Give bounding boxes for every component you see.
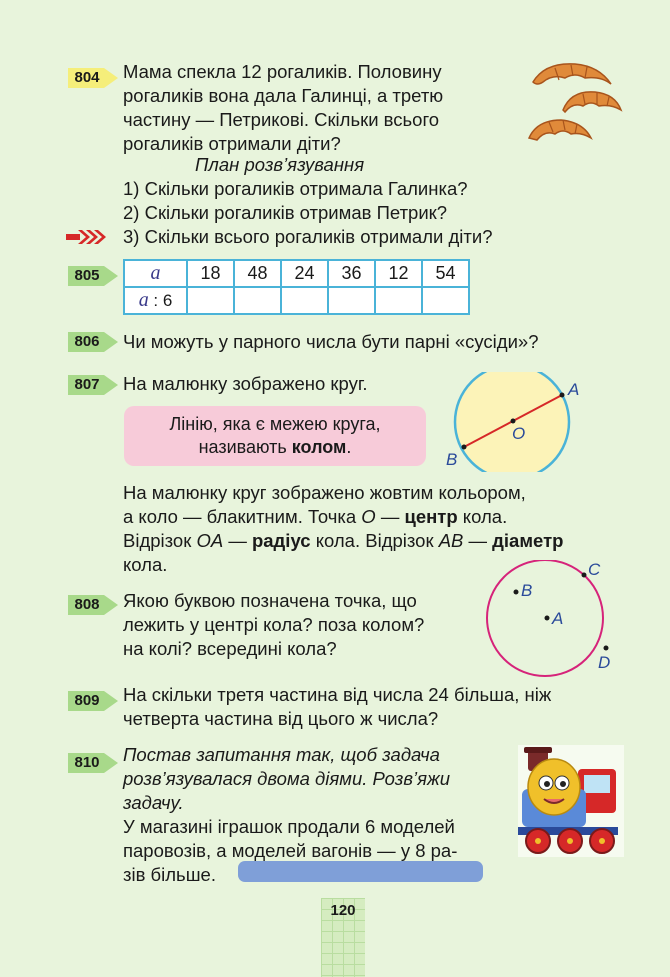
term-radius: радіус <box>251 530 311 551</box>
label-a: A <box>552 609 564 628</box>
task-809-text <box>123 683 619 731</box>
text-line: зів більше. <box>123 864 216 885</box>
term-diameter: діаметр <box>492 530 564 551</box>
label-o: O <box>512 424 526 443</box>
label-b: B <box>446 450 458 469</box>
text-line: На скільки третя частина від числа 24 більша, ніж <box>123 684 552 705</box>
toy-train-illustration <box>518 745 624 857</box>
task-806-badge <box>68 329 120 355</box>
table-row <box>124 260 469 287</box>
task-810-badge <box>68 750 120 776</box>
table-cell-empty <box>187 287 234 314</box>
point-d <box>604 646 609 651</box>
text-line: четверта частина від цього ж числа? <box>123 708 439 729</box>
plan-question-3: 3) Скільки всього рогаликів отримали діти? <box>123 226 493 247</box>
text-line <box>123 505 619 529</box>
table-cell: 18 <box>187 260 234 287</box>
table-cell: 12 <box>375 260 422 287</box>
croissants-illustration <box>525 58 625 160</box>
task-806-text: Чи можуть у парного числа бути парні «сусіди»? <box>123 331 539 352</box>
text-line: паровозів, а моделей вагонів — у 8 ра- <box>123 840 458 861</box>
values-table <box>123 259 470 315</box>
task-number: 806 <box>74 333 100 350</box>
text-part: кола. <box>457 506 508 527</box>
task-number: 810 <box>74 754 100 771</box>
text-line: розв’язувалася двома діями. Розв’яжи <box>123 768 451 789</box>
label-d: D <box>598 653 611 672</box>
point-c <box>582 573 587 578</box>
task-807-badge <box>68 372 120 398</box>
text-line <box>123 529 619 553</box>
task-804-text <box>123 60 519 156</box>
point-a <box>560 393 565 398</box>
table-cell-empty <box>375 287 422 314</box>
point-a <box>545 616 550 621</box>
text-line: рогаликів вона дала Галинці, а третю <box>123 85 444 106</box>
answer-field[interactable] <box>238 861 483 882</box>
header-variable: a <box>138 289 149 311</box>
definition-box <box>124 406 426 466</box>
definition-text: називають <box>198 437 292 457</box>
task-807-intro: На малюнку зображено круг. <box>123 373 368 394</box>
table-row <box>124 287 469 314</box>
table-cell: 36 <box>328 260 375 287</box>
task-number: 804 <box>74 69 100 86</box>
term-center: центр <box>404 506 458 527</box>
text-line: На малюнку круг зображено жовтим кольором, <box>123 482 526 503</box>
table-cell: 48 <box>234 260 281 287</box>
plan-question-2: 2) Скільки рогаликів отримав Петрик? <box>123 202 448 223</box>
plan-question-1: 1) Скільки рогаликів отримала Галинка? <box>123 178 468 199</box>
text-line: на колі? всередині кола? <box>123 638 337 659</box>
table-cell-empty <box>422 287 469 314</box>
label-a: A <box>568 380 580 399</box>
text-part: а коло — блакитним. Точка <box>123 506 362 527</box>
dash: — <box>463 530 493 551</box>
point-name: O <box>361 506 376 527</box>
text-line: задачу. <box>123 792 184 813</box>
task-808-text <box>123 589 475 661</box>
label-c: C <box>588 560 601 579</box>
task-808-badge <box>68 592 120 618</box>
table-cell-empty <box>234 287 281 314</box>
definition-line-1: Лінію, яка є межею круга, <box>169 414 381 434</box>
text-line: рогаликів отримали діти? <box>123 133 341 154</box>
table-cell: 54 <box>422 260 469 287</box>
definition-term: колом <box>291 437 347 457</box>
point-o <box>511 419 516 424</box>
pointer-arrow-icon <box>66 229 110 245</box>
task-804-badge <box>68 65 120 91</box>
table-cell-empty <box>281 287 328 314</box>
table-header-cell: a <box>124 260 187 287</box>
text-line: У магазині іграшок продали 6 моделей <box>123 816 455 837</box>
table-cell: 24 <box>281 260 328 287</box>
text-line: Мама спекла 12 рогаликів. Половину <box>123 61 442 82</box>
plan-title: План розв’язування <box>195 154 365 175</box>
definition-period: . <box>346 437 352 457</box>
text-part: Відрізок <box>123 530 197 551</box>
table-cell-empty <box>328 287 375 314</box>
dash: — <box>223 530 252 551</box>
point-b <box>514 590 519 595</box>
task-number: 805 <box>74 267 100 284</box>
point-b <box>462 445 467 450</box>
text-line: кола. <box>123 554 168 575</box>
task-805-badge <box>68 263 120 289</box>
task-number: 808 <box>74 596 100 613</box>
page-number: 120 <box>330 902 356 919</box>
task-number: 807 <box>74 376 100 393</box>
task-number: 809 <box>74 692 100 709</box>
segment-name: AB <box>438 530 464 551</box>
table-header-cell <box>124 287 187 314</box>
label-b: B <box>521 581 533 600</box>
text-part: кола. Відрізок <box>310 530 439 551</box>
dash: — <box>375 506 405 527</box>
task-809-badge <box>68 688 120 714</box>
segment-name: OA <box>196 530 224 551</box>
text-line: лежить у центрі кола? поза колом? <box>123 614 425 635</box>
text-line: Постав запитання так, щоб задача <box>123 744 440 765</box>
text-line: Якою буквою позначена точка, що <box>123 590 417 611</box>
text-line: частину — Петрикові. Скільки всього <box>123 109 440 130</box>
header-operation: : 6 <box>148 291 173 310</box>
